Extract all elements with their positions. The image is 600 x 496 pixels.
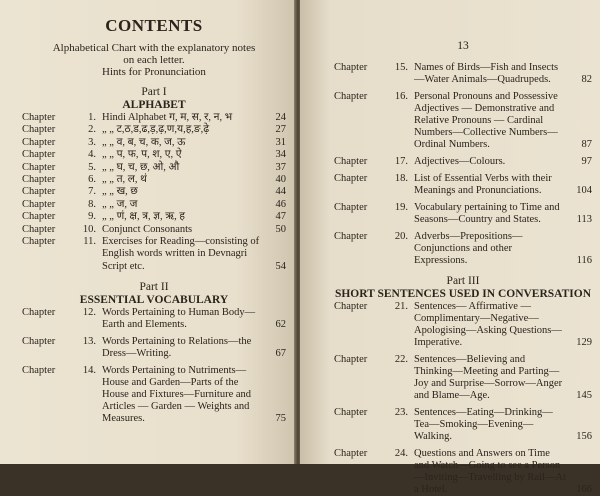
chapter-label: Chapter (22, 112, 56, 123)
chapter-label: Chapter (334, 354, 368, 365)
toc-entry (22, 112, 286, 124)
left-page (0, 0, 296, 464)
toc-entry (22, 307, 286, 331)
chapter-title: Hindi Alphabet ग, म, स, र, न, भ (102, 112, 233, 123)
chapter-label: Chapter (334, 156, 368, 167)
toc-entry (334, 91, 592, 151)
chapter-title: „ „ ट,ठ,ड,ढ,ड़,ढ़,ण,य,ह,ङ,ढ़े (102, 124, 210, 136)
page-ref: 75 (275, 413, 286, 425)
chapter-number: 24. (394, 448, 408, 459)
chapter-title: Words Pertaining to Nutriments—House and Garden—Parts of the House and Fixtures—Furniture and Articles — Garden — Weights and Measures. (102, 365, 252, 425)
chapter-label: Chapter (22, 124, 56, 136)
chapter-number: 20. (394, 231, 408, 242)
chapter-title: Words Pertaining to Human Body—Earth and Elements. (102, 307, 256, 331)
chapter-title: „ „ ज, ज (102, 198, 138, 210)
chapter-title: Words Pertaining to Relations—the Dress—Writing. (102, 336, 252, 360)
chapter-label: Chapter (22, 136, 56, 148)
chapter-title: Sentences—Eating—Drinking—Tea—Smoking—Evening—Walking. (414, 407, 553, 442)
chapter-title: Adjectives—Colours. (414, 156, 506, 167)
chapter-label: Chapter (22, 161, 56, 173)
chapter-number: 9. (88, 211, 96, 223)
chapter-number: 13. (82, 336, 96, 348)
chapter-number: 3. (88, 136, 96, 148)
page-ref: 40 (275, 174, 286, 186)
chapter-label: Chapter (334, 448, 368, 459)
chapter-title: List of Essential Verbs with their Meanings and Pronunciations. (414, 173, 552, 196)
chapter-label: Chapter (22, 211, 56, 223)
toc-entry (22, 224, 286, 236)
chapter-label: Chapter (334, 231, 368, 242)
part-1-label: Part I (141, 86, 167, 98)
toc-entry (22, 365, 286, 425)
chapter-number: 11. (83, 236, 96, 248)
chapter-label: Chapter (334, 301, 368, 312)
intro-line-1: Alphabetical Chart with the explanatory notes (52, 42, 256, 54)
page-ref: 34 (275, 149, 286, 161)
chapter-number: 6. (88, 174, 96, 186)
page-ref: 104 (576, 185, 592, 196)
chapter-number: 21. (394, 301, 408, 312)
chapter-label: Chapter (334, 62, 368, 73)
toc-entry (22, 174, 286, 186)
part-3-label: Part III (446, 275, 480, 287)
chapter-label: Chapter (22, 336, 56, 348)
chapter-label: Chapter (334, 202, 368, 213)
page-number: 13 (457, 40, 469, 52)
chapter-number: 12. (82, 307, 96, 319)
toc-entry (22, 211, 286, 223)
chapter-title: Adverbs—Prepositions—Conjunctions and other Expressions. (414, 231, 523, 266)
chapter-title: Sentences— Affirmative — Complimentary—Negative—Apologising—Asking Questions—Imperative. (414, 301, 562, 348)
toc-entry (334, 301, 592, 349)
chapter-number: 8. (88, 198, 96, 210)
chapter-number: 2. (88, 124, 96, 136)
chapter-label: Chapter (334, 407, 368, 418)
part-1-list (22, 112, 286, 273)
chapter-number: 19. (394, 202, 408, 213)
chapter-label: Chapter (22, 149, 56, 161)
part-2-label: Part II (139, 281, 169, 294)
chapter-title: „ „ त, ल, थं (102, 174, 147, 186)
page-ref: 47 (275, 211, 286, 223)
toc-entry (334, 156, 592, 168)
chapter-label: Chapter (22, 174, 56, 186)
chapter-title: „ „ व, ब, च, क, ज, ऊ (102, 136, 186, 148)
toc-entry (334, 62, 592, 86)
intro-line-3: Hints for Pronunciation (102, 66, 206, 78)
page-ref: 156 (576, 431, 592, 442)
chapter-title: Exercises for Reading—consisting of English words written in Devnagri Script etc. (102, 236, 260, 272)
chapter-title: „ „ प, फ, प, श, ए, ऐ (102, 149, 182, 161)
page-ref: 44 (275, 186, 286, 198)
chapter-number: 5. (88, 161, 96, 173)
toc-entry (22, 149, 286, 161)
intro-line-2: on each letter. (123, 54, 185, 66)
toc-entry (334, 202, 592, 226)
toc-entry (22, 137, 286, 149)
page-ref: 166 (576, 484, 592, 495)
chapter-label: Chapter (334, 91, 368, 102)
chapter-title: Vocabulary pertaining to Time and Seasons—Country and States. (414, 202, 560, 225)
page-ref: 113 (576, 214, 592, 225)
chapter-title: Conjunct Consonants (102, 223, 193, 235)
page-ref: 46 (275, 198, 286, 210)
chapter-number: 17. (394, 156, 408, 167)
chapter-number: 4. (88, 149, 96, 161)
part-3-heading: SHORT SENTENCES USED IN CONVERSATION (334, 288, 592, 300)
chapter-title: „ „ णं, क्ष, त्र, ज्ञ, ऋ, ह (102, 211, 185, 223)
page-ref: 24 (275, 112, 286, 123)
page-ref: 62 (275, 319, 286, 331)
toc-entry (22, 236, 286, 273)
chapter-number: 7. (88, 186, 96, 198)
chapter-title: Names of Birds—Fish and Insects—Water Animals—Quadrupeds. (414, 62, 559, 85)
contents-title: CONTENTS (105, 16, 203, 35)
right-page (300, 0, 600, 495)
page-ref: 50 (275, 223, 286, 235)
toc-entry (334, 354, 592, 402)
chapter-number: 16. (394, 91, 408, 102)
toc-entry (22, 162, 286, 174)
chapter-title: „ „ घ, च, छ, ओ, औ (102, 161, 180, 173)
toc-entry (334, 407, 592, 443)
page-ref: 31 (275, 136, 286, 148)
toc-entry (334, 448, 592, 496)
right-list-a (334, 62, 592, 267)
chapter-label: Chapter (22, 307, 56, 319)
toc-entry (22, 199, 286, 211)
page-ref: 54 (275, 260, 286, 272)
part-2-heading: ESSENTIAL VOCABULARY (79, 294, 229, 307)
chapter-label: Chapter (22, 198, 56, 210)
right-list-b (334, 301, 592, 496)
chapter-number: 14. (82, 365, 96, 377)
page-ref: 116 (576, 255, 592, 266)
chapter-number: 18. (394, 173, 408, 184)
chapter-number: 23. (394, 407, 408, 418)
chapter-title: Personal Pronouns and Possessive Adjectives — Demonstrative and Relative Pronouns — Cardinal Numbers—Collective Numbers—Ordinal Numbers. (414, 91, 558, 150)
page-ref: 67 (275, 348, 286, 360)
toc-entry (22, 124, 286, 136)
page-ref: 145 (576, 390, 592, 401)
page-ref: 82 (581, 74, 592, 85)
chapter-title: „ „ ख, छ (102, 186, 138, 198)
chapter-label: Chapter (22, 223, 56, 235)
chapter-label: Chapter (334, 173, 368, 184)
chapter-label: Chapter (22, 365, 56, 377)
part-1-heading: ALPHABET (122, 99, 186, 111)
chapter-number: 15. (394, 62, 408, 73)
toc-entry (22, 336, 286, 360)
chapter-label: Chapter (22, 186, 56, 198)
chapter-number: 22. (394, 354, 408, 365)
page-ref: 37 (275, 161, 286, 173)
page-ref: 27 (275, 124, 286, 136)
page-ref: 129 (576, 337, 592, 348)
chapter-label: Chapter (22, 236, 56, 248)
chapter-title: Questions and Answers on Time and Watch—Going to see a Person—Inviting—Travelling by Rail—At a Hotel. (414, 448, 566, 495)
page-ref: 87 (581, 139, 592, 150)
chapter-title: Sentences—Believing and Thinking—Meeting and Parting—Joy and Surprise—Sorrow—Anger and Blame—Age. (414, 354, 563, 401)
chapter-number: 1. (88, 112, 96, 123)
part-2-list (22, 307, 286, 425)
toc-entry (22, 186, 286, 198)
toc-entry (334, 173, 592, 197)
page-ref: 97 (581, 156, 592, 167)
toc-entry (334, 231, 592, 267)
chapter-number: 10. (82, 223, 96, 235)
